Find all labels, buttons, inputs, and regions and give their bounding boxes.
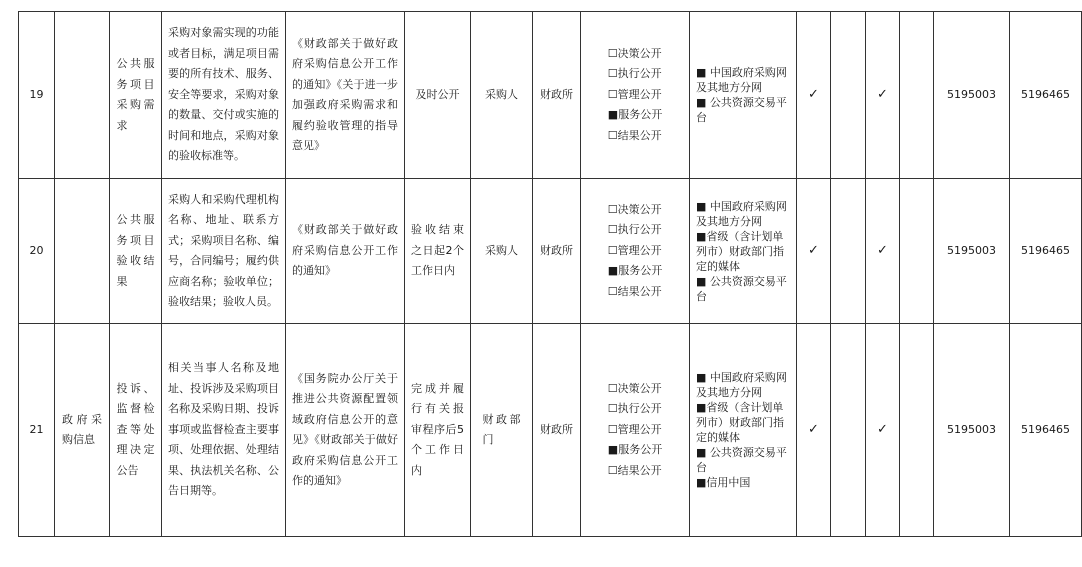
channel-item: ■ 公共资源交易平台 bbox=[696, 446, 787, 474]
options-cell bbox=[581, 324, 690, 537]
channel-item: ■ 公共资源交易平台 bbox=[696, 274, 787, 303]
code-cell-2: 5196465 bbox=[1010, 12, 1082, 179]
check-cell-4 bbox=[900, 12, 934, 179]
basis-cell bbox=[286, 12, 405, 179]
option-service: ■服务公开 bbox=[607, 443, 663, 457]
time-limit-text: 完成并履行有关报审程序后5个工作日内 bbox=[411, 381, 464, 477]
check-cell-2 bbox=[831, 324, 866, 537]
table-row bbox=[19, 12, 1082, 179]
category-cell bbox=[55, 12, 110, 179]
code-cell-2: 5196465 bbox=[1010, 179, 1082, 324]
option-decision: ☐决策公开 bbox=[607, 381, 662, 395]
option-decision: ☐决策公开 bbox=[607, 46, 662, 60]
dept-cell bbox=[533, 179, 581, 324]
subject-cell bbox=[471, 324, 533, 537]
dept-text: 财政所 bbox=[540, 87, 573, 101]
check-cell-1: ✓ bbox=[797, 179, 831, 324]
item-text: 投诉、监督检查等处理决定公告 bbox=[116, 381, 155, 477]
option-execution: ☐执行公开 bbox=[607, 67, 662, 81]
channel-item: ■信用中国 bbox=[696, 476, 751, 489]
option-service: ■服务公开 bbox=[607, 264, 663, 278]
row-number: 19 bbox=[19, 12, 55, 179]
row-number: 20 bbox=[19, 179, 55, 324]
content-cell bbox=[162, 324, 286, 537]
code-cell-1: 5195003 bbox=[934, 179, 1010, 324]
content-text: 采购对象需实现的功能或者目标，满足项目需要的所有技术、服务、安全等要求，采购对象的数量、交付或实施的时间和地点，采购对象的验收标准等。 bbox=[168, 26, 279, 163]
subject-text: 采购人 bbox=[485, 87, 518, 101]
check-cell-4 bbox=[900, 324, 934, 537]
dept-cell bbox=[533, 12, 581, 179]
channel-item: ■ 中国政府采购网及其地方分网 bbox=[696, 66, 787, 94]
item-cell bbox=[110, 12, 162, 179]
options-cell bbox=[581, 12, 690, 179]
category-cell bbox=[55, 179, 110, 324]
option-decision: ☐决策公开 bbox=[607, 202, 662, 216]
time-limit-cell bbox=[405, 324, 471, 537]
check-cell-2 bbox=[831, 12, 866, 179]
option-management: ☐管理公开 bbox=[607, 422, 662, 436]
check-cell-4 bbox=[900, 179, 934, 324]
subject-cell bbox=[471, 12, 533, 179]
basis-cell bbox=[286, 179, 405, 324]
channel-item: ■ 中国政府采购网及其地方分网 bbox=[696, 371, 787, 399]
content-cell bbox=[162, 12, 286, 179]
table-row bbox=[19, 179, 1082, 324]
channel-item: ■ 中国政府采购网及其地方分网 bbox=[696, 199, 787, 228]
table-row bbox=[19, 324, 1082, 537]
dept-text: 财政所 bbox=[540, 422, 573, 436]
option-management: ☐管理公开 bbox=[607, 243, 662, 257]
content-cell bbox=[162, 179, 286, 324]
row-number: 21 bbox=[19, 324, 55, 537]
channel-item: ■ 公共资源交易平台 bbox=[696, 96, 787, 124]
content-text: 采购人和采购代理机构名称、地址、联系方式；采购项目名称、编号，合同编号；履约供应商名称；验收单位；验收结果；验收人员。 bbox=[168, 192, 279, 308]
check-cell-3: ✓ bbox=[866, 179, 900, 324]
subject-text: 采购人 bbox=[485, 243, 518, 257]
channel-item: ■省级（含计划单列市）财政部门指定的媒体 bbox=[696, 229, 784, 273]
disclosure-table bbox=[18, 11, 1082, 537]
check-cell-3: ✓ bbox=[866, 324, 900, 537]
options-cell bbox=[581, 179, 690, 324]
option-result: ☐结果公开 bbox=[607, 128, 662, 142]
time-limit-cell bbox=[405, 12, 471, 179]
code-cell-1: 5195003 bbox=[934, 12, 1010, 179]
time-limit-cell bbox=[405, 179, 471, 324]
code-cell-1: 5195003 bbox=[934, 324, 1010, 537]
option-management: ☐管理公开 bbox=[607, 87, 662, 101]
basis-cell bbox=[286, 324, 405, 537]
code-cell-2: 5196465 bbox=[1010, 324, 1082, 537]
subject-cell bbox=[471, 179, 533, 324]
basis-text: 《国务院办公厅关于推进公共资源配置领域政府信息公开的意见》《财政部关于做好政府采购信息公开工作的通知》 bbox=[292, 371, 398, 487]
option-service: ■服务公开 bbox=[607, 108, 663, 122]
option-execution: ☐执行公开 bbox=[607, 223, 662, 237]
dept-text: 财政所 bbox=[540, 243, 573, 257]
time-limit-text: 及时公开 bbox=[415, 87, 460, 101]
content-text: 相关当事人名称及地址、投诉涉及采购项目名称及采购日期、投诉事项或监督检查主要事项、处理依据、处理结果、执法机关名称、公告日期等。 bbox=[168, 361, 279, 498]
check-cell-3: ✓ bbox=[866, 12, 900, 179]
dept-cell bbox=[533, 324, 581, 537]
check-cell-1: ✓ bbox=[797, 324, 831, 537]
check-cell-1: ✓ bbox=[797, 12, 831, 179]
channels-cell bbox=[690, 324, 797, 537]
item-cell bbox=[110, 179, 162, 324]
option-result: ☐结果公开 bbox=[607, 463, 662, 477]
basis-text: 《财政部关于做好政府采购信息公开工作的通知》 bbox=[292, 223, 398, 278]
option-execution: ☐执行公开 bbox=[607, 402, 662, 416]
category-cell bbox=[55, 324, 110, 537]
option-result: ☐结果公开 bbox=[607, 284, 662, 298]
item-text: 公共服务项目验收结果 bbox=[116, 213, 155, 288]
item-cell bbox=[110, 324, 162, 537]
basis-text: 《财政部关于做好政府采购信息公开工作的通知》《关于进一步加强政府采购需求和履约验收管理的指导意见》 bbox=[292, 36, 398, 152]
channels-cell bbox=[690, 12, 797, 179]
channels-cell bbox=[690, 179, 797, 324]
item-text: 公共服务项目采购需求 bbox=[116, 57, 155, 132]
check-cell-2 bbox=[831, 179, 866, 324]
time-limit-text: 验收结束之日起2个工作日内 bbox=[411, 223, 464, 278]
subject-text: 财政部门 bbox=[482, 412, 521, 446]
category-text: 政府采购信息 bbox=[62, 412, 102, 446]
channel-item: ■省级（含计划单列市）财政部门指定的媒体 bbox=[696, 401, 784, 444]
